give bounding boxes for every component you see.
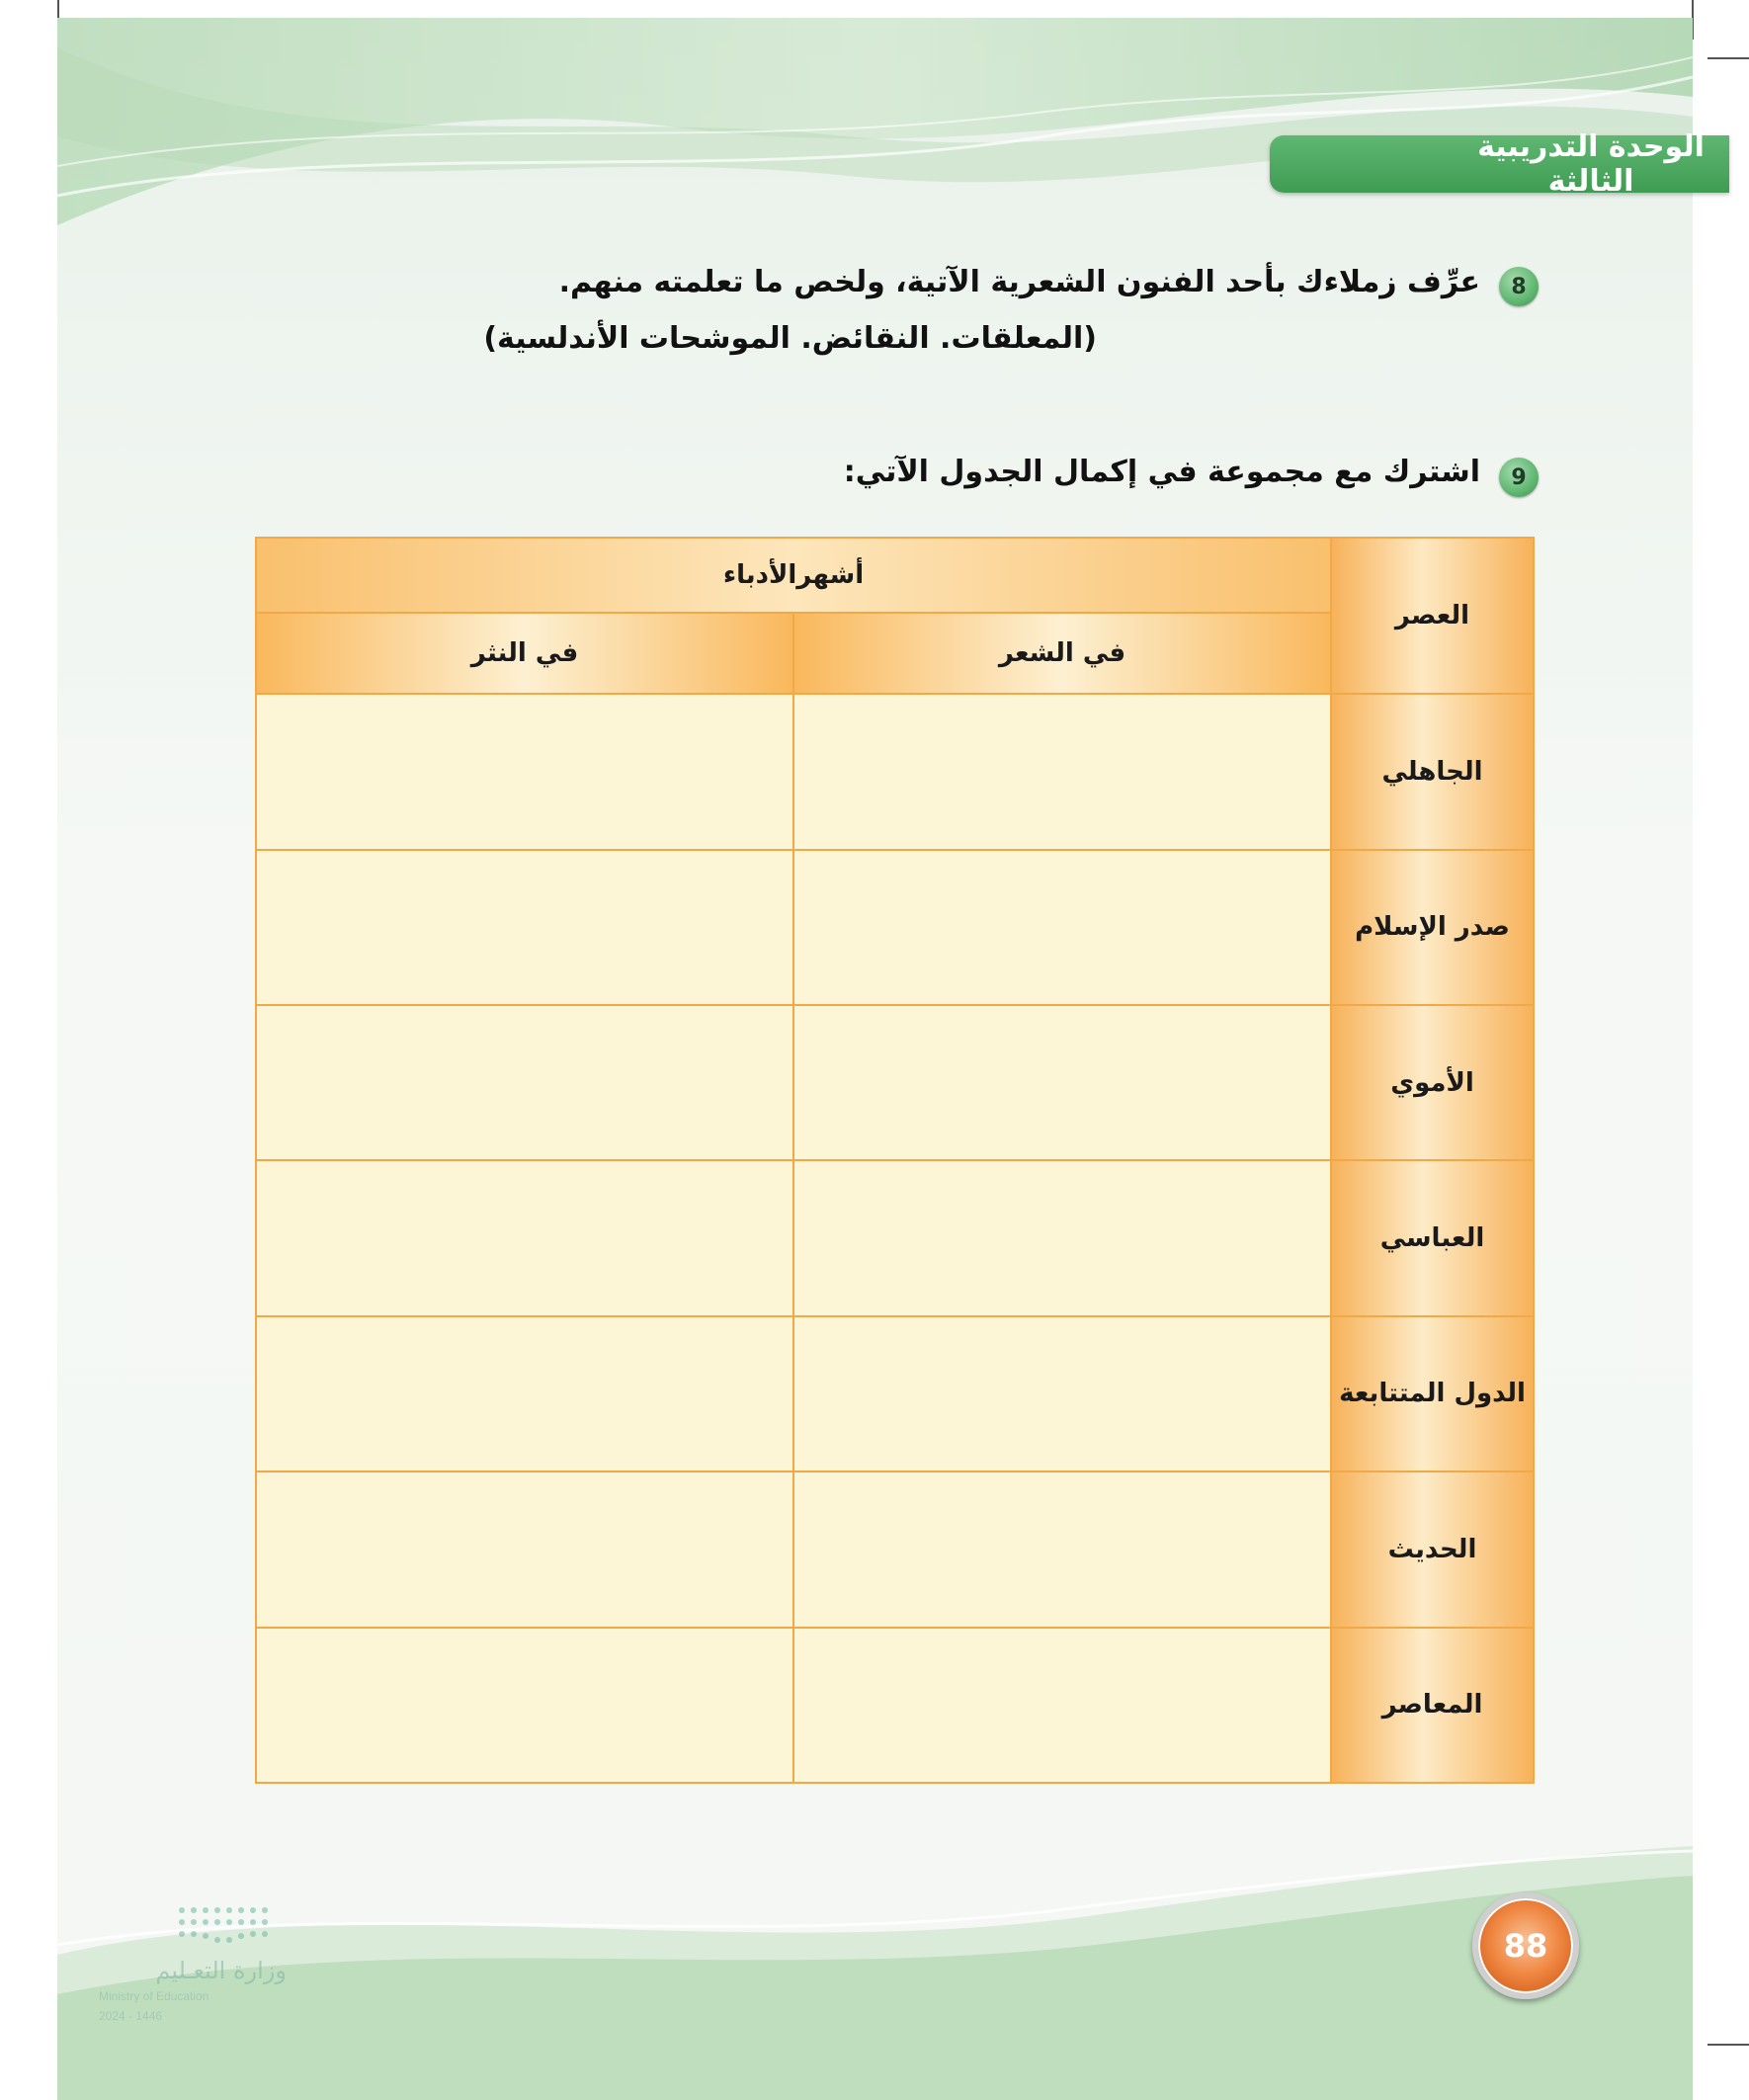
era-label: صدر الإسلام	[1331, 850, 1534, 1005]
decorative-waves-bottom	[57, 1846, 1693, 2100]
question-8-line-2: (المعلقات. النقائض. الموشحات الأندلسية)	[483, 321, 1097, 356]
poetry-input-cell[interactable]	[793, 850, 1331, 1005]
poetry-input-cell[interactable]	[793, 1316, 1331, 1471]
era-label: الحديث	[1331, 1471, 1534, 1627]
poetry-input-cell[interactable]	[793, 694, 1331, 849]
ministry-name-arabic: وزارة التعـليم	[155, 1957, 287, 1984]
prose-input-cell[interactable]	[256, 850, 793, 1005]
literature-table	[255, 537, 1535, 1784]
question-9-text: اشترك مع مجموعة في إكمال الجدول الآتي:	[843, 455, 1480, 489]
unit-title-banner	[1270, 129, 1729, 199]
era-label: المعاصر	[1331, 1628, 1534, 1783]
crop-mark-top-left	[57, 0, 59, 18]
poetry-input-cell[interactable]	[793, 1005, 1331, 1160]
question-8-line-1: عرِّف زملاءك بأحد الفنون الشعرية الآتية، ولخص ما تعلمته منهم.	[558, 265, 1480, 299]
question-number-badge: 8	[1499, 267, 1539, 306]
question-number-badge: 9	[1499, 458, 1539, 497]
prose-input-cell[interactable]	[256, 1005, 793, 1160]
crop-mark-right-bottom	[1707, 2044, 1749, 2046]
header-poetry: في الشعر	[793, 613, 1331, 694]
table-row	[256, 1005, 1534, 1160]
table-row	[256, 1471, 1534, 1627]
unit-title: الوحدة التدريبية الثالثة	[1477, 129, 1705, 199]
prose-input-cell[interactable]	[256, 694, 793, 849]
era-label: الأموي	[1331, 1005, 1534, 1160]
table-row	[256, 850, 1534, 1005]
table-row	[256, 1160, 1534, 1315]
table-row	[256, 1628, 1534, 1783]
page-number-badge: 88	[1472, 1892, 1579, 1999]
poetry-input-cell[interactable]	[793, 1160, 1331, 1315]
era-label: الجاهلي	[1331, 694, 1534, 849]
prose-input-cell[interactable]	[256, 1160, 793, 1315]
ministry-logo	[99, 1902, 296, 2041]
prose-input-cell[interactable]	[256, 1316, 793, 1471]
ministry-logo-dots-icon	[172, 1902, 271, 1950]
header-famous-writers: أشهرالأدباء	[256, 538, 1331, 613]
edition-year: 2024 - 1446	[99, 2009, 163, 2023]
prose-input-cell[interactable]	[256, 1628, 793, 1783]
ministry-name-english: Ministry of Education	[99, 1989, 209, 2003]
header-era: العصر	[1331, 538, 1534, 694]
era-label: العباسي	[1331, 1160, 1534, 1315]
table-row	[256, 1316, 1534, 1471]
table-row	[256, 694, 1534, 849]
poetry-input-cell[interactable]	[793, 1471, 1331, 1627]
crop-mark-right-top	[1707, 57, 1749, 59]
poetry-input-cell[interactable]	[793, 1628, 1331, 1783]
header-prose: في النثر	[256, 613, 793, 694]
era-label: الدول المتتابعة	[1331, 1316, 1534, 1471]
prose-input-cell[interactable]	[256, 1471, 793, 1627]
